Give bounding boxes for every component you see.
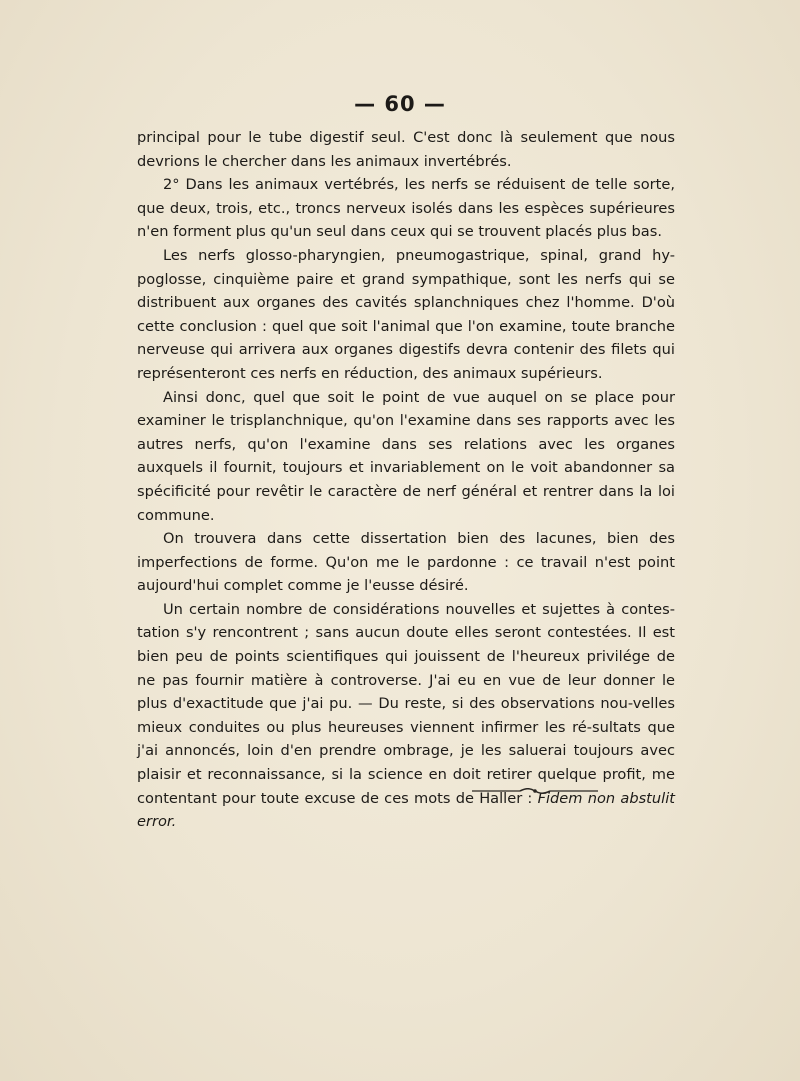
paragraph-with-quote — [137, 598, 675, 834]
paragraph: 2° Dans les animaux vertébrés, les nerfs se réduisent de telle sorte, que deux, trois, etc., troncs nerveux isolés dans les espèces supérieures n'en forment plus qu'un seul dans ceux qui se trouvent placés plus bas. — [137, 176, 675, 241]
page-number: — 60 — — [354, 92, 446, 116]
paragraph: Un certain nombre de considérations nouvelles et sujettes à contes-tation s'y rencontrent ; sans aucun doute elles seront contestées. Il est bien peu de points scientifiques qui jouissent de l'heureux privilége de ne pas fournir matière à controverse. J'ai eu en vue de leur donner le plus d'exactitude que j'ai pu. — Du reste, si des observations nou-velles mieux conduites ou plus heureuses viennent infirmer les ré-sultats que j'ai annoncés, loin d'en prendre ombrage, je les saluerai toujours avec plaisir et reconnaissance, si la science en doit retirer quelque profit, me contentant pour toute excuse de ces mots de Haller : — [137, 600, 675, 807]
latin-quote: Fidem non abstulit error. — [137, 789, 675, 831]
paragraph: Les nerfs glosso-pharyngien, pneumogastrique, spinal, grand hy-poglosse, cinquième paire et grand sympathique, sont les nerfs qui se distribuent aux organes des cavités splanchniques chez l'homme. D'où cette conclusion : quel que soit l'animal que l'on examine, toute branche nerveuse qui arrivera aux organes digestifs devra contenir des filets qui représenteront ces nerfs en réduction, des animaux supérieurs. — [137, 246, 675, 382]
paragraph: On trouvera dans cette dissertation bien des lacunes, bien des imperfections de forme. Qu'on me le pardonne : ce travail n'est point aujourd'hui complet comme je l'eusse désiré. — [137, 530, 675, 595]
body-text — [137, 126, 675, 834]
paragraph: Ainsi donc, quel que soit le point de vue auquel on se place pour examiner le trisplanchnique, qu'on l'examine dans ses rapports avec les autres nerfs, qu'on l'examine dans ses relations avec les organes auxquels il fournit, toujours et invariablement on le voit abandonner sa spécificité pour revêtir le caractère de nerf général et rentrer dans la loi commune. — [137, 388, 675, 524]
paragraph: principal pour le tube digestif seul. C'est donc là seulement que nous devrions le chercher dans les animaux invertébrés. — [137, 129, 675, 170]
fleuron-divider-icon — [470, 788, 600, 794]
